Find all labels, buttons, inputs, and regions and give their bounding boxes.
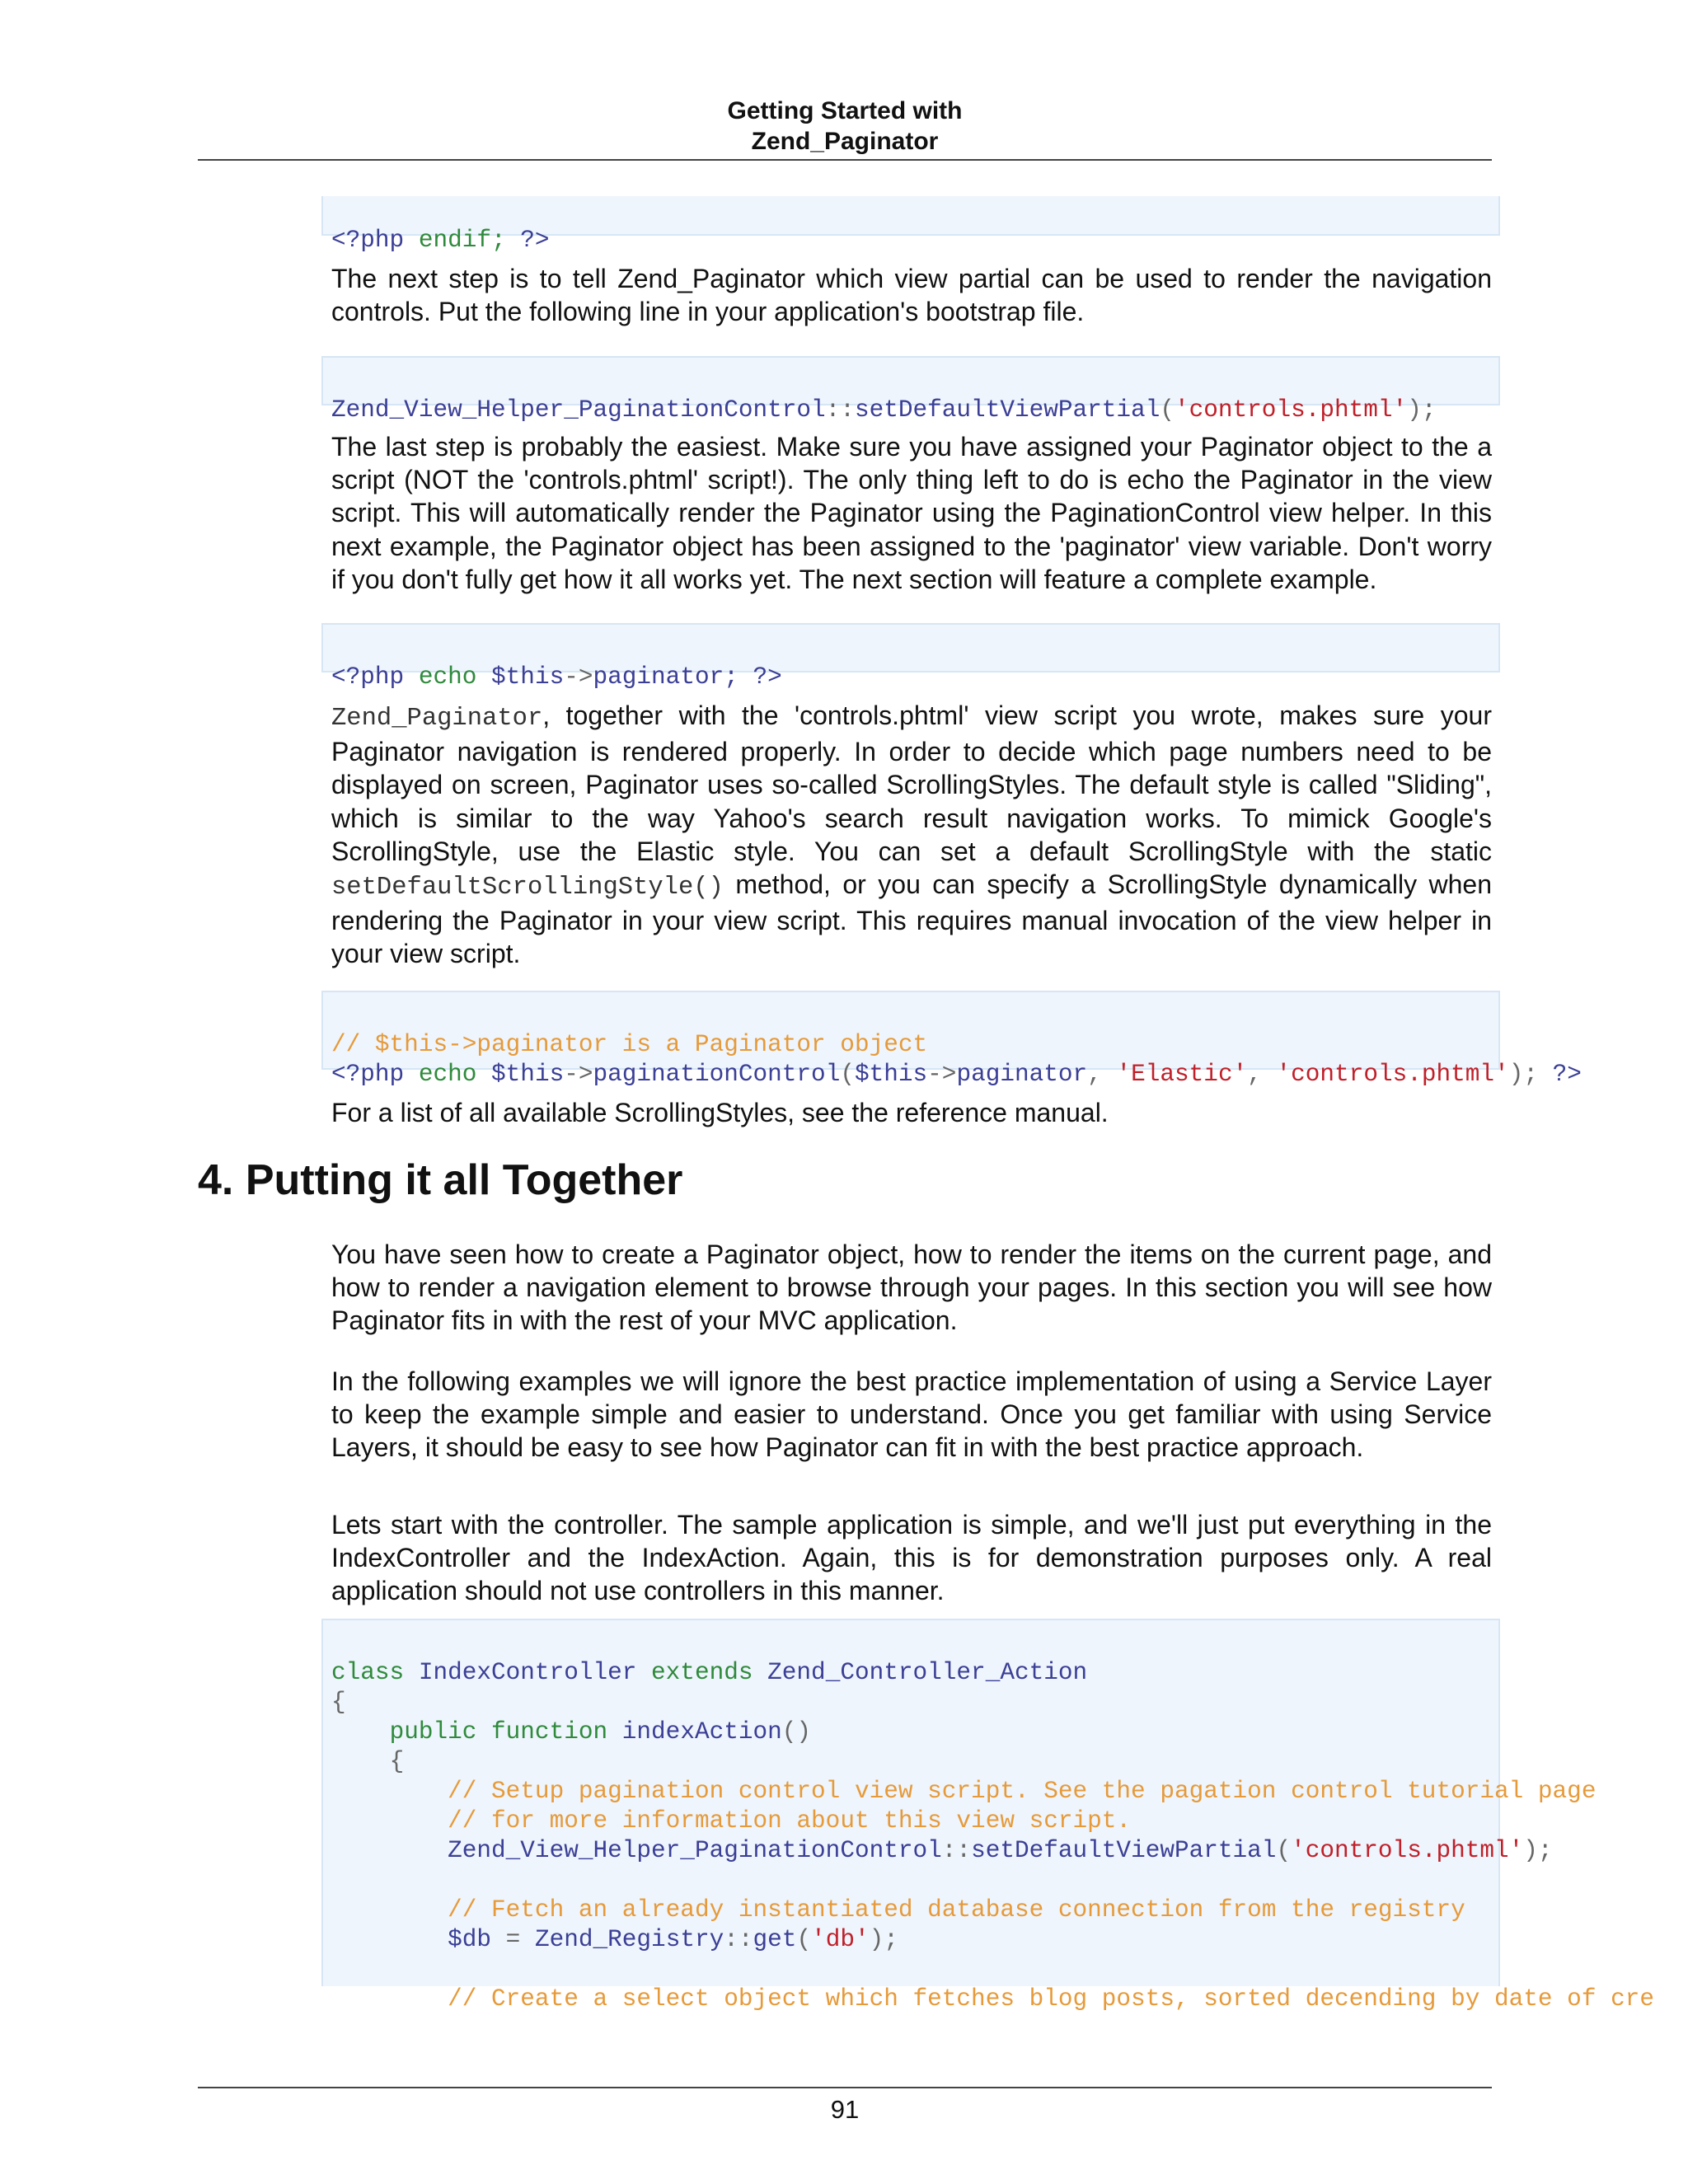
code-token: -> — [927, 1061, 957, 1088]
code-token: paginator; — [593, 663, 738, 691]
paragraph-text: method, or you can specify a ScrollingStyle dynamically when rendering the Paginator in your view script. This requires manual invocation of the view helper in your view script. — [331, 869, 1492, 969]
section-heading: 4. Putting it all Together — [198, 1156, 683, 1204]
code-block-elastic — [321, 991, 1582, 1088]
code-token: -> — [564, 1061, 593, 1088]
code-token: 'controls.phtml' — [1291, 1837, 1524, 1864]
code-token: :: — [724, 1926, 753, 1953]
code-token: endif; — [418, 227, 506, 254]
code-token: 'controls.phtml' — [1174, 396, 1408, 424]
code-comment: // Setup pagination control view script. See the pagation control tutorial page — [448, 1778, 1597, 1805]
code-token: ); — [869, 1926, 898, 1953]
code-token: { — [389, 1748, 405, 1775]
code-token: $this — [491, 663, 565, 691]
code-token: extends — [651, 1659, 753, 1686]
code-token: class — [331, 1659, 405, 1686]
code-token: = — [491, 1926, 535, 1953]
footer-rule — [198, 2087, 1492, 2088]
code-block-set-partial — [321, 356, 1500, 424]
code-token: setDefaultViewPartial — [971, 1837, 1277, 1864]
code-token: 'controls.phtml' — [1276, 1061, 1509, 1088]
code-token: setDefaultViewPartial — [854, 396, 1160, 424]
code-token: indexAction — [621, 1718, 782, 1746]
code-token: <?php — [331, 1061, 405, 1088]
code-comment: // $this->paginator is a Paginator object — [331, 1031, 928, 1058]
code-token: ( — [796, 1926, 812, 1953]
code-token: paginator — [956, 1061, 1088, 1088]
code-comment: // Create a select object which fetches blog posts, sorted decending by date of cre — [448, 1985, 1655, 2013]
code-token: public function — [389, 1718, 608, 1746]
code-token: Zend_Registry — [534, 1926, 724, 1953]
code-block-controller — [321, 1619, 1655, 2013]
header-title-line1: Getting Started with — [727, 97, 963, 124]
code-token: ?> — [1552, 1061, 1582, 1088]
code-token: -> — [564, 663, 593, 691]
code-token: , — [1247, 1061, 1277, 1088]
paragraph-scrolling-styles — [331, 699, 1492, 971]
code-token: , — [1087, 1061, 1117, 1088]
code-token: get — [753, 1926, 797, 1953]
code-comment: // Fetch an already instantiated database connection from the registry — [448, 1896, 1465, 1924]
code-token: echo — [418, 1061, 477, 1088]
paragraph-text: , together with the 'controls.phtml' view script you wrote, makes sure your Paginator navigation is rendered properly. In order to decide which page numbers need to be displayed on screen, Paginator uses so-called ScrollingStyles. The default style is called "Sliding", which is similar to the way Yahoo's search result navigation works. To mimick Google's ScrollingStyle, use the Elastic style. You can set a default ScrollingStyle with the static — [331, 701, 1492, 866]
paragraph-service-layer: In the following examples we will ignore the best practice implementation of using a Service Layer to keep the example simple and easier to understand. Once you get familiar with using Service Layers, it should be easy to see how Paginator can fit in with the best practice approach. — [331, 1366, 1492, 1463]
code-comment: // for more information about this view script. — [448, 1807, 1132, 1835]
code-token: ( — [1160, 396, 1175, 424]
code-token: ); — [1407, 396, 1437, 424]
header-rule — [198, 159, 1492, 161]
running-header — [198, 96, 1492, 157]
code-token: echo — [418, 663, 477, 691]
code-token: $this — [854, 1061, 928, 1088]
paragraph-view-partial: The next step is to tell Zend_Paginator which view partial can be used to render the navigation controls. Put the following line in your application's bootstrap file. — [331, 264, 1492, 327]
code-token: IndexController — [418, 1659, 637, 1686]
paragraph-controller-intro: Lets start with the controller. The sample application is simple, and we'll just put everything in the IndexController and the IndexAction. Again, this is for demonstration purposes only. A real application should not use controllers in this manner. — [331, 1510, 1492, 1606]
code-token: ); — [1523, 1837, 1553, 1864]
code-token: { — [331, 1689, 346, 1716]
code-token: ?> — [753, 663, 782, 691]
code-block-endif — [321, 196, 1500, 254]
code-token: Zend_View_Helper_PaginationControl — [448, 1837, 942, 1864]
code-token: Zend_View_Helper_PaginationControl — [331, 396, 826, 424]
code-token: :: — [825, 396, 855, 424]
code-token: 'Elastic' — [1116, 1061, 1248, 1088]
page-number: 91 — [830, 2095, 860, 2124]
header-title-line2: Zend_Paginator — [751, 128, 939, 155]
code-token: $db — [448, 1926, 492, 1953]
code-block-echo — [321, 623, 1500, 691]
inline-code: setDefaultScrollingStyle() — [331, 874, 724, 902]
code-token: ?> — [520, 227, 550, 254]
code-token: <?php — [331, 663, 405, 691]
inline-code: Zend_Paginator — [331, 705, 543, 733]
paragraph-reference: For a list of all available ScrollingStyles, see the reference manual. — [331, 1098, 1109, 1127]
code-token: ( — [1276, 1837, 1292, 1864]
code-token: <?php — [331, 227, 405, 254]
code-token: paginationControl — [593, 1061, 841, 1088]
code-token: ); — [1508, 1061, 1553, 1088]
paragraph-overview: You have seen how to create a Paginator object, how to render the items on the current page, and how to render a navigation element to browse through your pages. In this section you will see how Paginator fits in with the rest of your MVC application. — [331, 1240, 1492, 1336]
code-token: ( — [840, 1061, 855, 1088]
code-token: () — [781, 1718, 812, 1746]
code-token: Zend_Controller_Action — [767, 1659, 1088, 1686]
code-token: $this — [491, 1061, 565, 1088]
code-token: :: — [941, 1837, 972, 1864]
code-token: 'db' — [811, 1926, 870, 1953]
paragraph-echo-paginator: The last step is probably the easiest. Make sure you have assigned your Paginator object to the a script (NOT the 'controls.phtml' script!). The only thing left to do is echo the Paginator in the view script. This will automatically render the Paginator using the PaginationControl view helper. In this next example, the Paginator object has been assigned to the 'paginator' view variable. Don't worry if you don't fully get how it all works yet. The next section will feature a complete example. — [331, 432, 1492, 594]
